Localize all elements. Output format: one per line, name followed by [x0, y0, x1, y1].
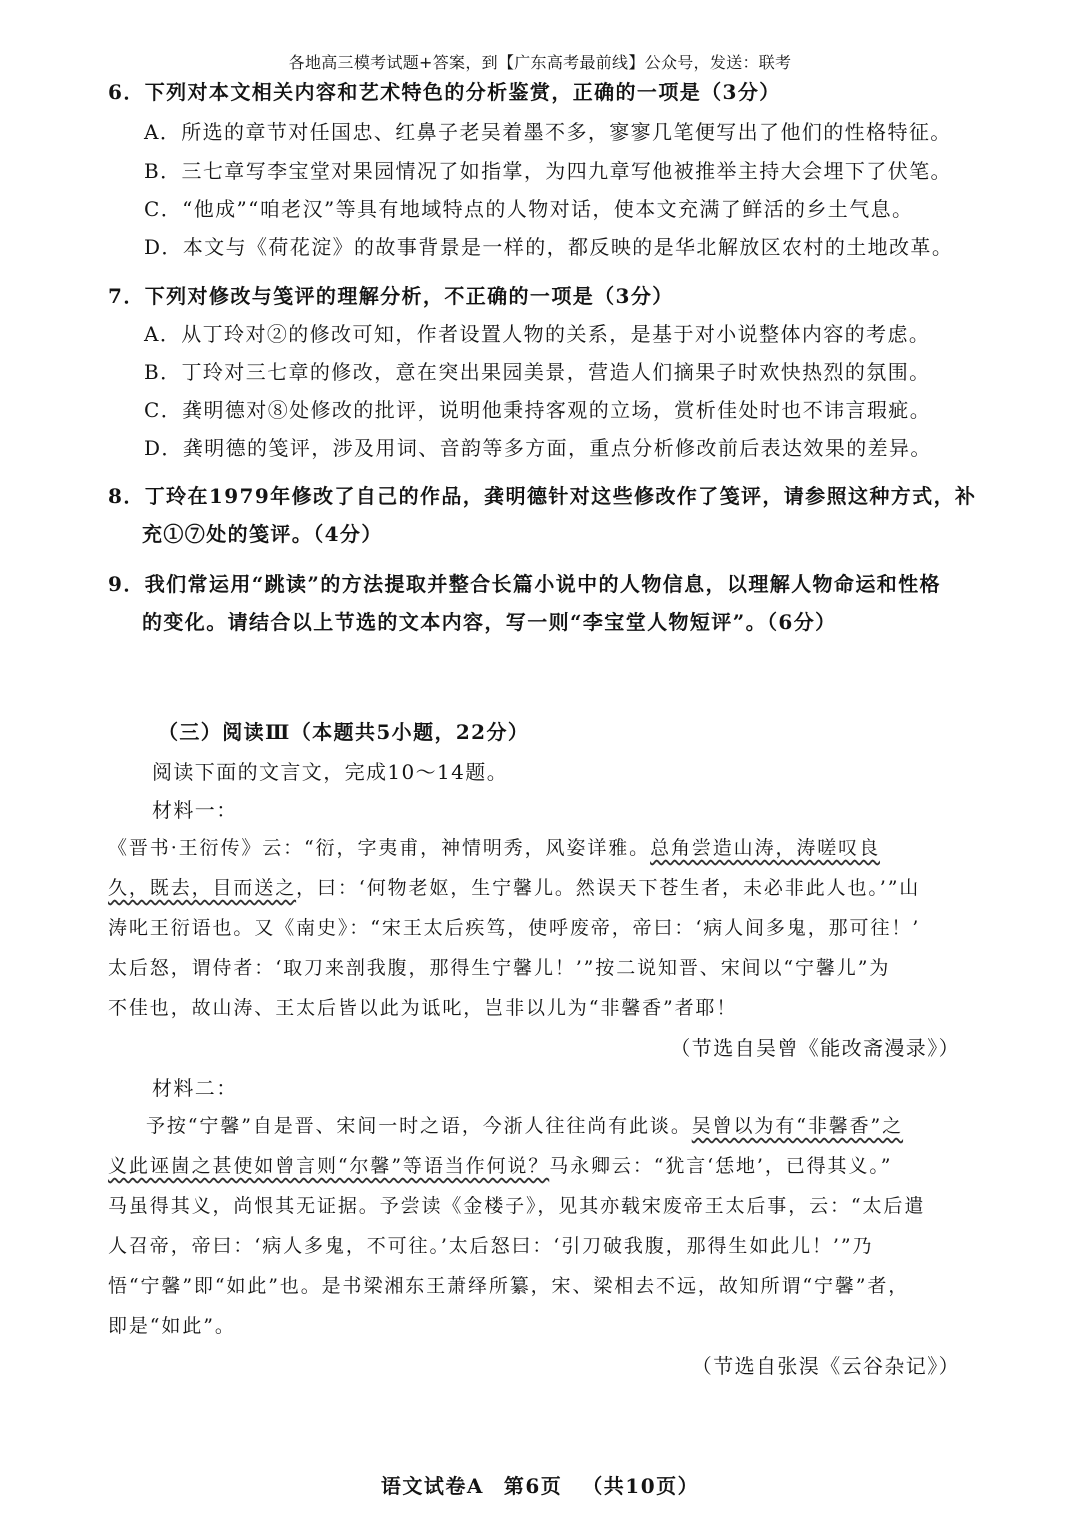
material-2-line-6: 即是“如此”。 [108, 1315, 236, 1337]
question-8-line-2: 充①⑦处的笺评。（4分） [142, 522, 383, 546]
question-9-line-2: 的变化。请结合以上节选的文本内容，写一则“李宝堂人物短评”。（6分） [142, 610, 837, 634]
material-2-underlined-text: 义此诬崮之甚使如曾言则“尔馨”等语当作何说？ [108, 1155, 550, 1177]
question-7-option-a: A．从丁玲对②的修改可知，作者设置人物的关系，是基于对小说整体内容的考虑。 [144, 322, 931, 346]
question-8-line-1: 8．丁玲在1979年修改了自己的作品，龚明德针对这些修改作了笺评，请参照这种方式，补 [108, 484, 977, 508]
footer-page-number: 第6页 [503, 1474, 563, 1498]
material-1-line-4: 太后怒，谓侍者：‘取刀来剖我腹，那得生宁馨儿！’”按二说知晋、宋间以“宁馨儿”为 [108, 957, 891, 979]
page-footer [0, 1470, 1080, 1499]
question-7-option-c: C．龚明德对⑧处修改的批评，说明他秉持客观的立场，赏析佳处时也不讳言瑕疵。 [144, 398, 932, 422]
page-header-banner: 各地高三模考试题+答案，到【广东高考最前线】公众号，发送：联考 [288, 53, 792, 72]
material-2-line-1: 予按“宁馨”自是晋、宋间一时之语，今浙人往往尚有此谈。吴曾以为有“非馨香”之 [146, 1115, 904, 1137]
material-1-line-5: 不佳也，故山涛、王太后皆以此为诋叱，岂非以儿为“非馨香”者耶！ [108, 997, 738, 1019]
section-3-title: （三）阅读Ⅲ（本题共5小题，22分） [158, 720, 530, 744]
question-6-option-a: A．所选的章节对任国忠、红鼻子老吴着墨不多，寥寥几笔便写出了他们的性格特征。 [144, 120, 952, 144]
question-7-option-b: B．丁玲对三七章的修改，意在突出果园美景，营造人们摘果子时欢快热烈的氛围。 [144, 360, 931, 384]
material-2-label: 材料二： [152, 1076, 238, 1100]
material-2-line-3: 马虽得其义，尚恨其无证据。予尝读《金楼子》，见其亦载宋废帝王太后事，云：“太后遣 [108, 1195, 926, 1217]
question-9-line-1: 9．我们常运用“跳读”的方法提取并整合长篇小说中的人物信息，以理解人物命运和性格 [108, 572, 941, 596]
question-6-option-c: C．“他成”“咱老汉”等具有地域特点的人物对话，使本文充满了鲜活的乡土气息。 [144, 197, 914, 221]
question-6-option-d: D．本文与《荷花淀》的故事背景是一样的，都反映的是华北解放区农村的土地改革。 [144, 235, 954, 259]
section-3-instruction: 阅读下面的文言文，完成10～14题。 [152, 760, 509, 784]
material-1-line-2: 久，既去，目而送之，曰：‘何物老妪，生宁馨儿。然误天下苍生者，未必非此人也。’”山 [108, 877, 921, 899]
material-2-line-2: 义此诬崮之甚使如曾言则“尔馨”等语当作何说？马永卿云：“犹言‘恁地’，已得其义。” [108, 1155, 893, 1177]
footer-subject: 语文试卷A [380, 1474, 484, 1498]
material-2-line-4: 人召帝，帝曰：‘病人多鬼，不可往。’太后怒曰：‘引刀破我腹，那得生如此儿！’”乃 [108, 1235, 874, 1257]
material-1-line-1: 《晋书·王衍传》云：“衍，字夷甫，神情明秀，风姿详雅。总角尝造山涛，涛嗟叹良 [108, 837, 880, 859]
material-1-source: （节选自吴曾《能改斋漫录》） [670, 1036, 960, 1060]
material-2-source: （节选自张淏《云谷杂记》） [691, 1354, 960, 1378]
question-6-stem: 6．下列对本文相关内容和艺术特色的分析鉴赏，正确的一项是（3分） [108, 80, 781, 104]
material-2-line-5: 悟“宁馨”即“如此”也。是书梁湘东王萧绎所纂，宋、梁相去不远，故知所谓“宁馨”者， [108, 1275, 910, 1297]
question-7-option-d: D．龚明德的笺评，涉及用词、音韵等多方面，重点分析修改前后表达效果的差异。 [144, 436, 932, 460]
material-1-underlined-text: 久，既去，目而送之 [108, 877, 297, 899]
material-1-label: 材料一： [152, 798, 238, 822]
material-1-line-3: 涛叱王衍语也。又《南史》：“宋王太后疾笃，使呼废帝，帝曰：‘病人间多鬼，那可往！’ [108, 917, 921, 939]
material-2-underlined-text: 吴曾以为有“非馨香”之 [691, 1115, 904, 1137]
material-1-underlined-text: 总角尝造山涛，涛嗟叹良 [650, 837, 880, 859]
question-6-option-b: B．三七章写李宝堂对果园情况了如指掌，为四九章写他被推举主持大会埋下了伏笔。 [144, 159, 952, 183]
question-7-stem: 7．下列对修改与笺评的理解分析，不正确的一项是（3分） [108, 284, 674, 308]
footer-page-total: （共10页） [582, 1474, 700, 1498]
